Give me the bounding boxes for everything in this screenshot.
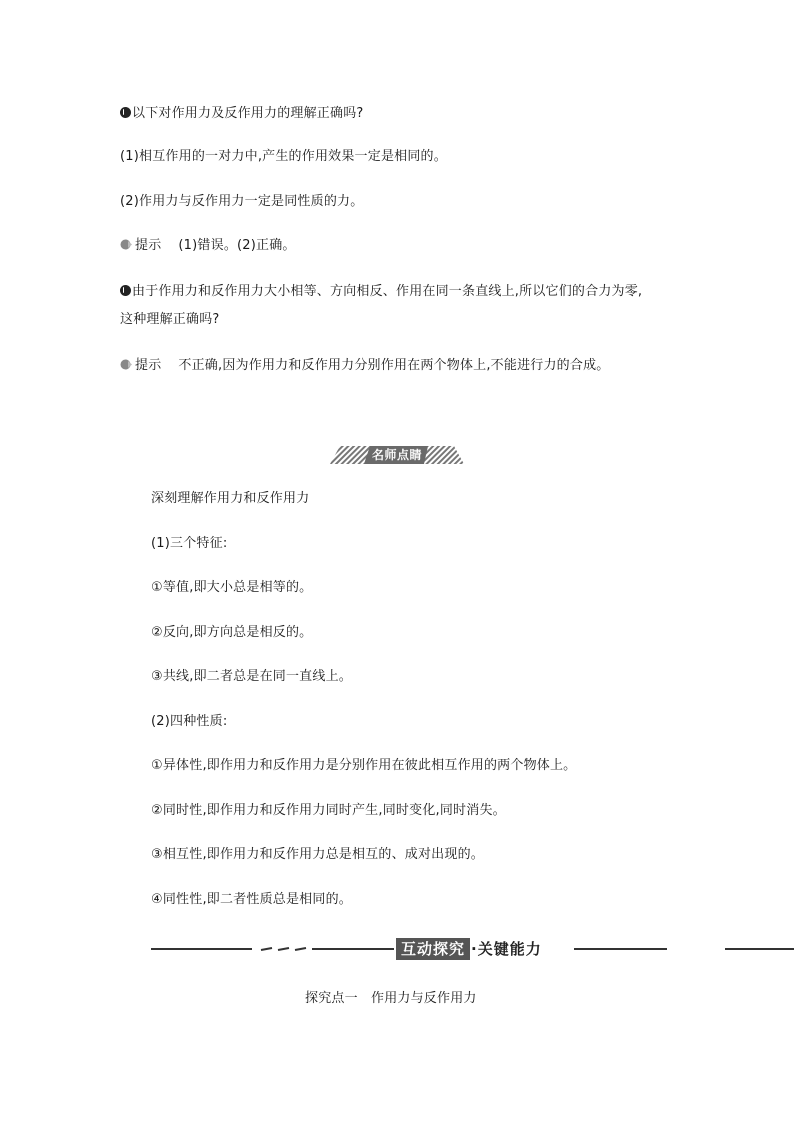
point-title: 探究点一 作用力与反作用力 — [305, 991, 477, 1006]
question-2-line-2: 这种理解正确吗? — [120, 312, 220, 327]
banner-label: 名师点睛 — [371, 448, 422, 462]
property-item: ①异体性,即作用力和反作用力是分别作用在彼此相互作用的两个物体上。 — [151, 758, 577, 773]
question-1-item-1: (1)相互作用的一对力中,产生的作用效果一定是相同的。 — [120, 149, 447, 164]
property-item: ②同时性,即作用力和反作用力同时产生,同时变化,同时消失。 — [151, 803, 506, 818]
question-2 — [120, 284, 642, 300]
teacher-note-banner — [330, 446, 464, 464]
question-number-2-icon — [120, 285, 131, 296]
question-1-item-2: (2)作用力与反作用力一定是同性质的力。 — [120, 194, 364, 209]
hint-icon — [120, 359, 133, 370]
features-heading: (1)三个特征: — [151, 536, 228, 551]
property-item: ④同性性,即二者性质总是相同的。 — [151, 892, 352, 907]
hint-1-text: (1)错误。(2)正确。 — [178, 238, 296, 253]
feature-item: ③共线,即二者总是在同一直线上。 — [151, 669, 352, 684]
question-1-text: 以下对作用力及反作用力的理解正确吗? — [132, 106, 364, 121]
question-1 — [120, 106, 364, 122]
feature-item: ①等值,即大小总是相等的。 — [151, 580, 313, 595]
section-dot: · — [471, 940, 478, 958]
section-title: 互动探究 — [396, 938, 470, 960]
hint-2 — [120, 358, 609, 374]
hint-2-text: 不正确,因为作用力和反作用力分别作用在两个物体上,不能进行力的合成。 — [178, 358, 610, 373]
section-subtitle-text: 关键能力 — [477, 940, 542, 958]
question-2-line-1: 由于作用力和反作用力大小相等、方向相反、作用在同一条直线上,所以它们的合力为零, — [132, 284, 643, 299]
question-number-1-icon — [120, 107, 131, 118]
hint-1-label: 提示 — [135, 238, 162, 253]
hint-2-label: 提示 — [135, 358, 162, 373]
properties-heading: (2)四种性质: — [151, 714, 228, 729]
feature-item: ②反向,即方向总是相反的。 — [151, 625, 313, 640]
section-subtitle — [471, 938, 545, 960]
note-title: 深刻理解作用力和反作用力 — [151, 491, 310, 506]
property-item: ③相互性,即作用力和反作用力总是相互的、成对出现的。 — [151, 847, 484, 862]
hint-icon — [120, 239, 133, 250]
hint-1 — [120, 238, 296, 254]
